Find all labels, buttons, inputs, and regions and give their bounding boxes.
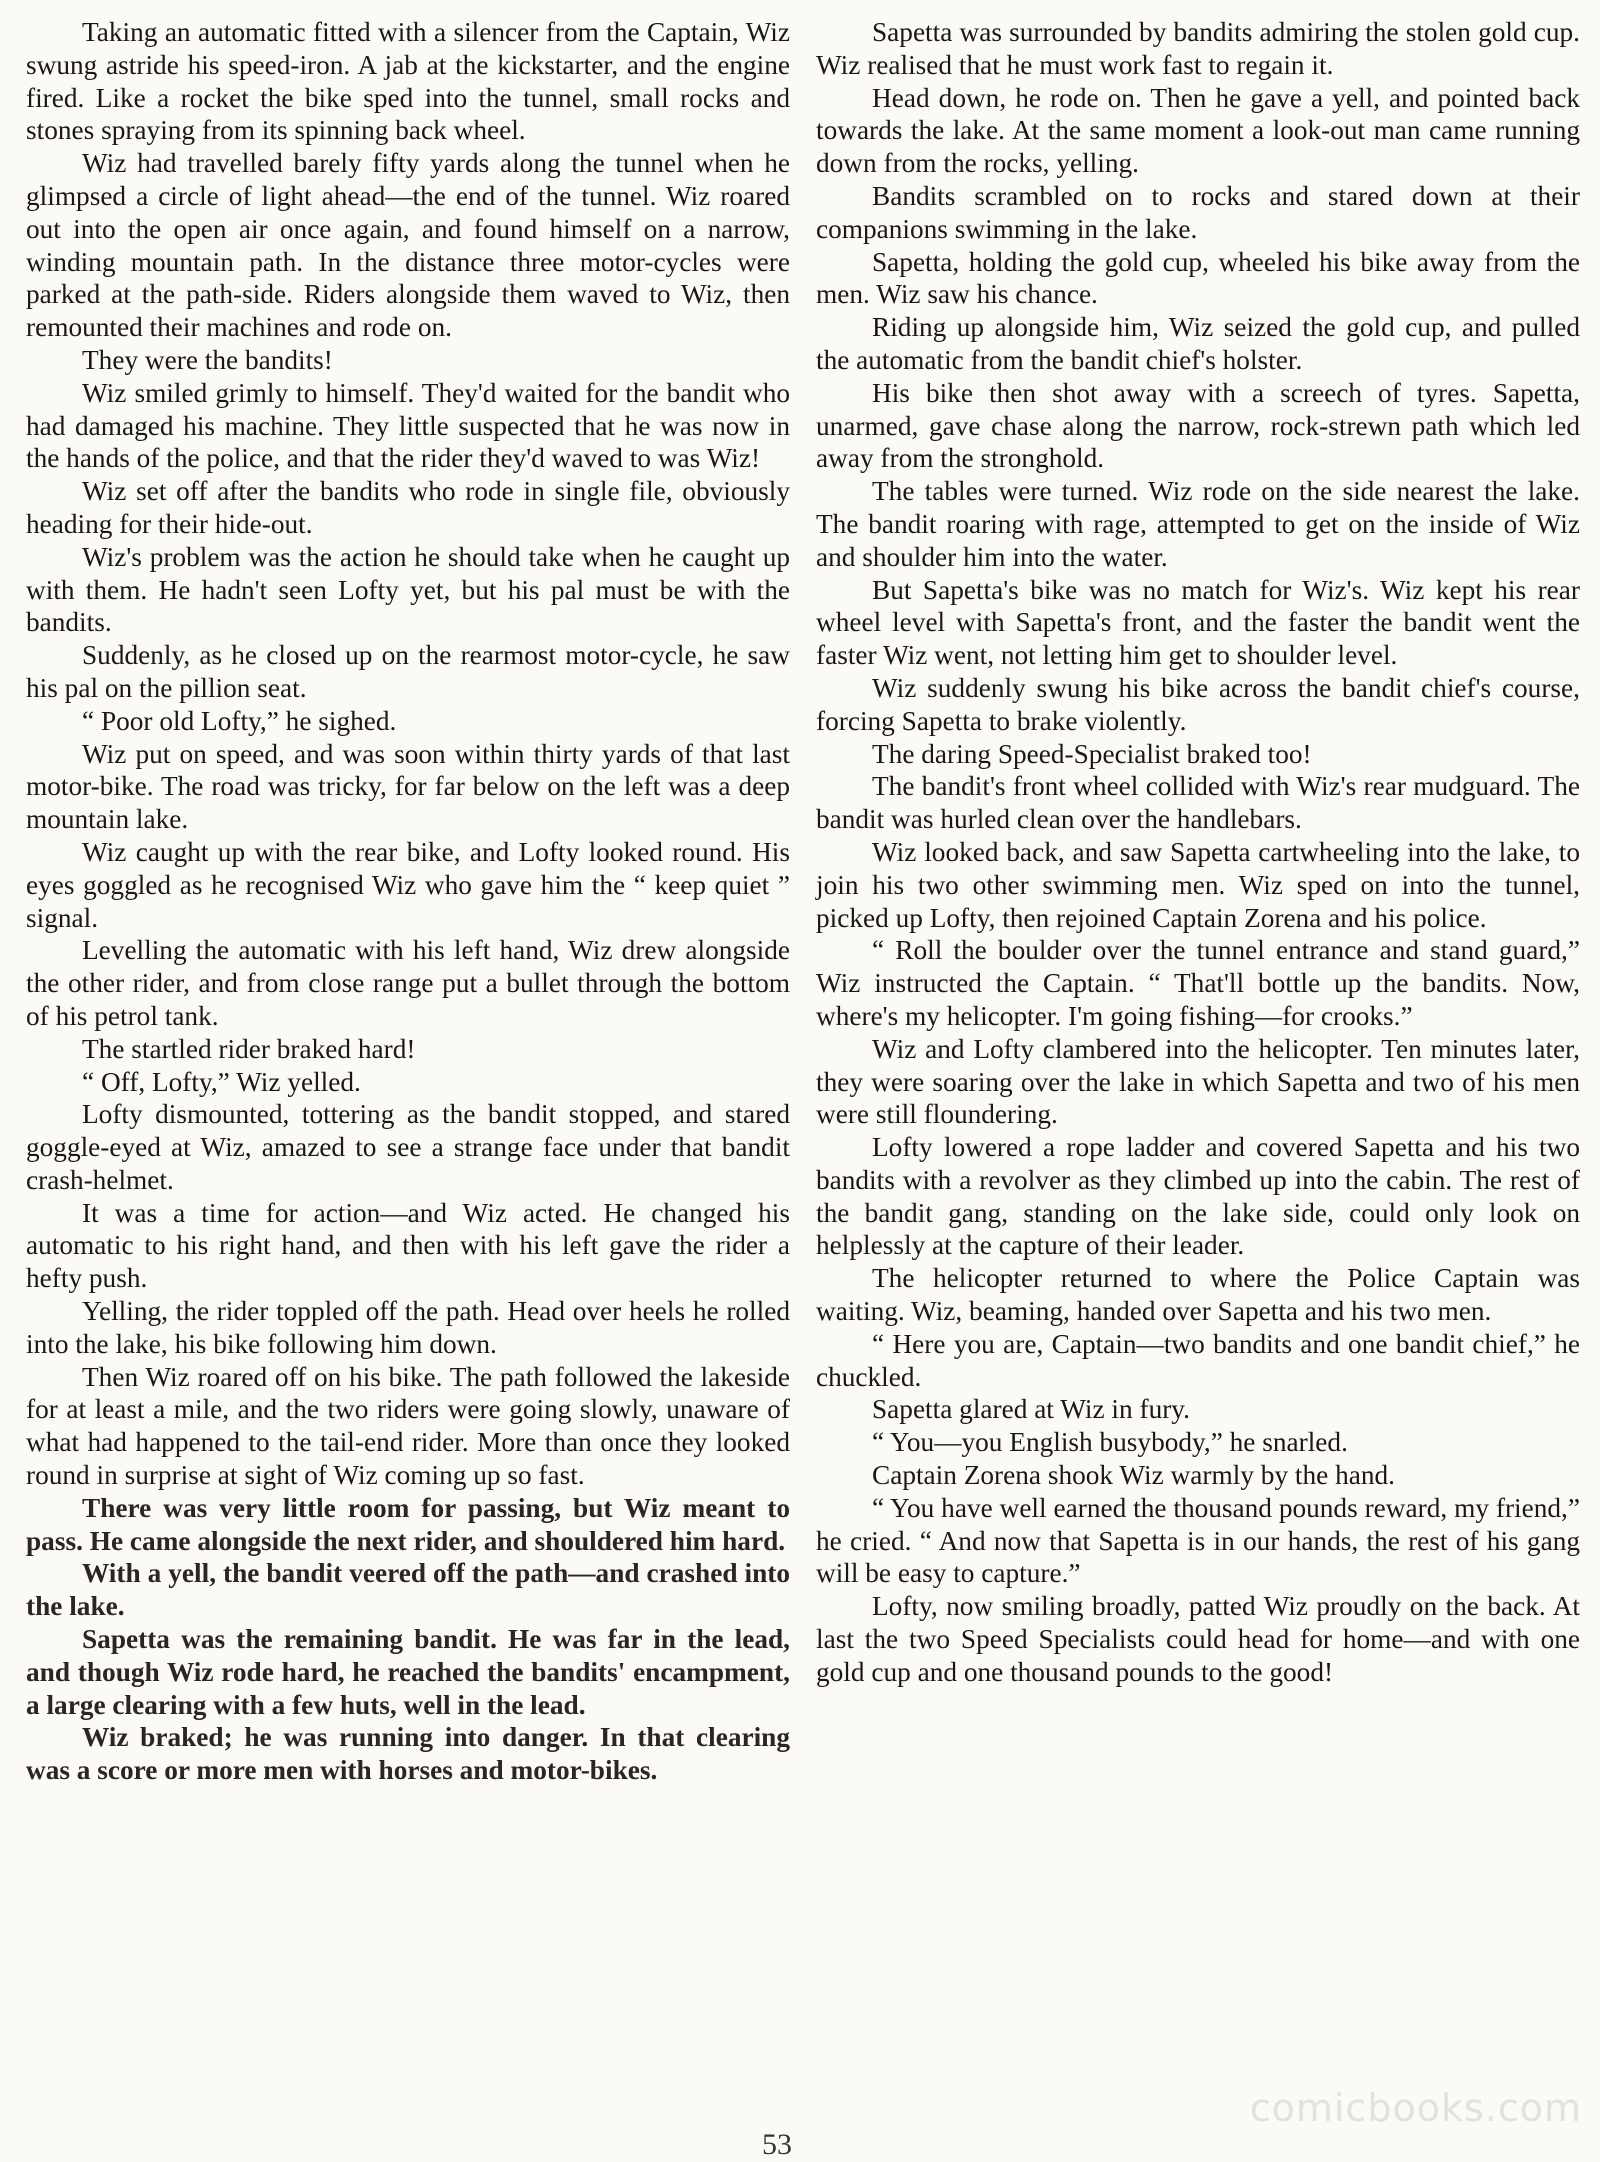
paragraph: Riding up alongside him, Wiz seized the gold cup, and pulled the automatic from the bandit chief's holster.: [816, 312, 1580, 375]
paragraph: Lofty lowered a rope ladder and covered Sapetta and his two bandits with a revolver as they climbed up into the cabin. The rest of the bandit gang, standing on the lake side, could only look on helplessly at the capture of their leader.: [816, 1132, 1580, 1261]
paragraph: The daring Speed-Specialist braked too!: [872, 738, 1312, 769]
paragraph: Wiz smiled grimly to himself. They'd waited for the bandit who had damaged his machine. They little suspected that he was now in the hands of the police, and that the rider they'd waved to was Wiz!: [26, 377, 790, 474]
watermark: comicbooks.com: [1249, 2086, 1582, 2130]
paragraph: Levelling the automatic with his left hand, Wiz drew alongside the other rider, and from close range put a bullet through the bottom of his petrol tank.: [26, 935, 790, 1031]
paragraph: Lofty dismounted, tottering as the bandit stopped, and stared goggle-eyed at Wiz, amazed to see a strange face under that bandit crash-helmet.: [26, 1099, 790, 1195]
paragraph: Yelling, the rider toppled off the path. Head over heels he rolled into the lake, his bike following him down.: [26, 1296, 790, 1359]
paragraph: “ You—you English busybody,” he snarled.: [872, 1427, 1348, 1458]
paragraph: There was very little room for passing, but Wiz meant to pass. He came alongside the next rider, and shouldered him hard.: [26, 1492, 790, 1556]
paragraph: “ Poor old Lofty,” he sighed.: [82, 705, 397, 736]
paragraph: His bike then shot away with a screech of tyres. Sapetta, unarmed, gave chase along the narrow, rock-strewn path which led away from the stronghold.: [816, 377, 1580, 474]
paragraph: Sapetta, holding the gold cup, wheeled his bike away from the men. Wiz saw his chance.: [816, 246, 1580, 310]
paragraph: Bandits scrambled on to rocks and stared down at their companions swimming in the lake.: [816, 180, 1580, 244]
paragraph: Sapetta was surrounded by bandits admiring the stolen gold cup. Wiz realised that he must work fast to regain it.: [816, 17, 1580, 80]
paragraph: Then Wiz roared off on his bike. The path followed the lakeside for at least a mile, and the two riders were going slowly, unaware of what had happened to the tail-end rider. More than once they looked round in surprise at sight of Wiz coming up so fast.: [26, 1361, 790, 1491]
paragraph: It was a time for action—and Wiz acted. He changed his automatic to his right hand, and then with his left gave the rider a hefty push.: [26, 1197, 790, 1294]
paragraph: “ Here you are, Captain—two bandits and one bandit chief,” he chuckled.: [816, 1328, 1580, 1392]
paragraph: “ Off, Lofty,” Wiz yelled.: [82, 1066, 361, 1097]
paragraph: Captain Zorena shook Wiz warmly by the hand.: [872, 1460, 1395, 1491]
paragraph: Suddenly, as he closed up on the rearmost motor-cycle, he saw his pal on the pillion seat.: [26, 640, 790, 703]
paragraph: With a yell, the bandit veered off the path—and crashed into the lake.: [26, 1558, 790, 1622]
paragraph: Wiz had travelled barely fifty yards along the tunnel when he glimpsed a circle of light ahead—the end of the tunnel. Wiz roared out into the open air once again, and found himself on a narrow, winding mountain path. In the distance three motor-cycles were parked at the path-side. Riders alongside them waved to Wiz, then remounted their machines and rode on.: [26, 148, 790, 343]
paragraph: “ Roll the boulder over the tunnel entrance and stand guard,” Wiz instructed the Captain. “ That'll bottle up the bandits. Now, where's my helicopter. I'm going fishing—for crooks.”: [816, 935, 1580, 1031]
paragraph: Sapetta was the remaining bandit. He was far in the lead, and though Wiz rode hard, he reached the bandits' encampment, a large clearing with a few huts, well in the lead.: [26, 1624, 790, 1720]
paragraph: “ You have well earned the thousand pounds reward, my friend,” he cried. “ And now that Sapetta is in our hands, the rest of his gang will be easy to capture.”: [816, 1492, 1580, 1589]
page-number: 53: [762, 2128, 792, 2161]
paragraph: Wiz looked back, and saw Sapetta cartwheeling into the lake, to join his two other swimming men. Wiz sped on into the tunnel, picked up Lofty, then rejoined Captain Zorena and his police.: [816, 836, 1580, 933]
paragraph: Wiz suddenly swung his bike across the bandit chief's course, forcing Sapetta to brake violently.: [816, 672, 1580, 736]
left-column: [26, 16, 790, 1787]
paragraph: Wiz and Lofty clambered into the helicopter. Ten minutes later, they were soaring over the lake in which Sapetta and two of his men were still floundering.: [816, 1033, 1580, 1130]
paragraph: The startled rider braked hard!: [82, 1033, 416, 1064]
paragraph: Head down, he rode on. Then he gave a yell, and pointed back towards the lake. At the same moment a look-out man came running down from the rocks, yelling.: [816, 82, 1580, 179]
paragraph: Sapetta glared at Wiz in fury.: [872, 1394, 1191, 1425]
paragraph: Taking an automatic fitted with a silencer from the Captain, Wiz swung astride his speed-iron. A jab at the kickstarter, and the engine fired. Like a rocket the bike sped into the tunnel, small rocks and stones spraying from its spinning back wheel.: [26, 17, 790, 146]
paragraph: The bandit's front wheel collided with Wiz's rear mudguard. The bandit was hurled clean over the handlebars.: [816, 771, 1580, 835]
paragraph: Lofty, now smiling broadly, patted Wiz proudly on the back. At last the two Speed Specialists could head for home—and with one gold cup and one thousand pounds to the good!: [816, 1591, 1580, 1687]
paragraph: Wiz's problem was the action he should take when he caught up with them. He hadn't seen Lofty yet, but his pal must be with the bandits.: [26, 541, 790, 638]
paragraph: Wiz set off after the bandits who rode in single file, obviously heading for their hide-out.: [26, 476, 790, 539]
paragraph: Wiz braked; he was running into danger. In that clearing was a score or more men with horses and motor-bikes.: [26, 1722, 790, 1786]
paragraph: The tables were turned. Wiz rode on the side nearest the lake. The bandit roaring with rage, attempted to get on the inside of Wiz and shoulder him into the water.: [816, 476, 1580, 572]
paragraph: Wiz put on speed, and was soon within thirty yards of that last motor-bike. The road was tricky, for far below on the left was a deep mountain lake.: [26, 738, 790, 835]
right-column: [816, 16, 1580, 1689]
paragraph: Wiz caught up with the rear bike, and Lofty looked round. His eyes goggled as he recognised Wiz who gave him the “ keep quiet ” signal.: [26, 836, 790, 933]
paragraph: They were the bandits!: [82, 344, 333, 375]
paragraph: The helicopter returned to where the Police Captain was waiting. Wiz, beaming, handed over Sapetta and his two men.: [816, 1263, 1580, 1327]
paragraph: But Sapetta's bike was no match for Wiz's. Wiz kept his rear wheel level with Sapetta's front, and the faster the bandit went the faster Wiz went, not letting him get to shoulder level.: [816, 574, 1580, 671]
